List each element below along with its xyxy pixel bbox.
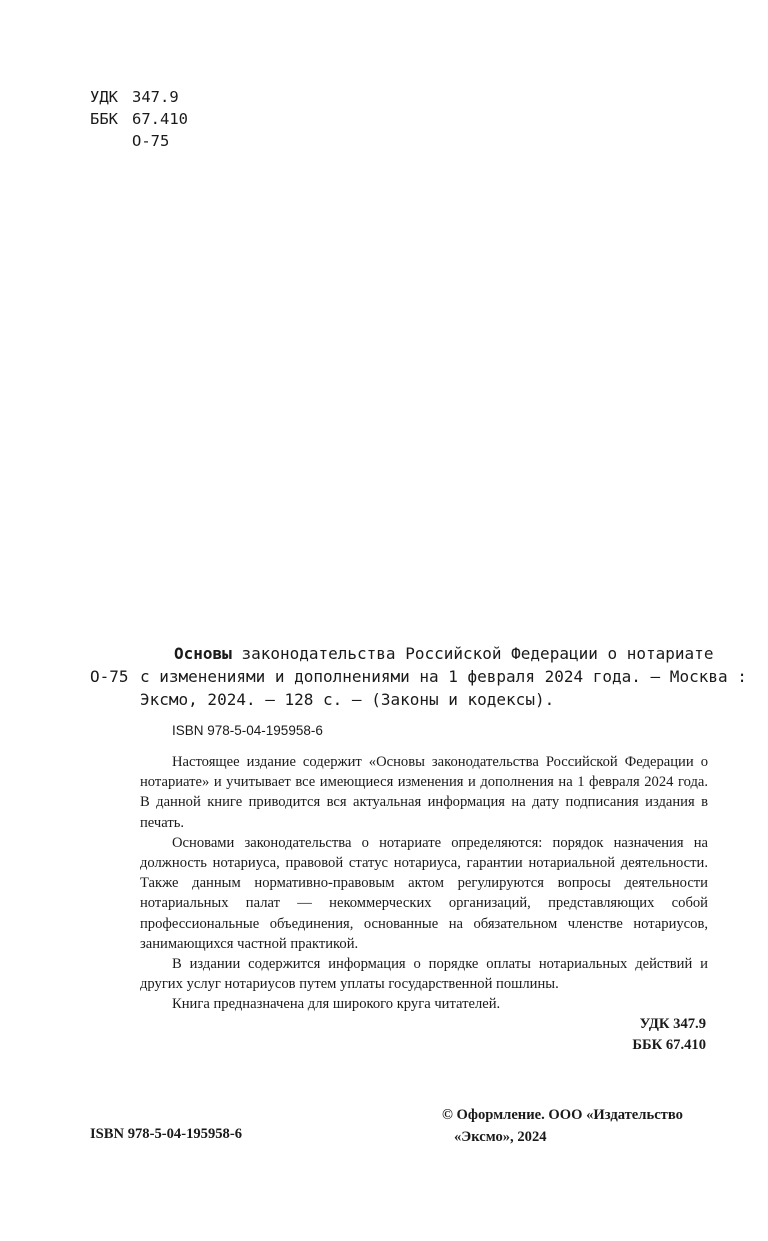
record-line-3-text: Эксмо, 2024. — 128 с. — (Законы и кодексы). <box>140 690 555 709</box>
annotation-paragraph-1: Настоящее издание содержит «Основы законодательства Российской Федерации о нотариате» и учитывает все имеющиеся изменения и дополнения на 1 февраля 2024 года. В данной книге приводится вся актуальная информация на дату подписания издания в печать. <box>140 754 708 831</box>
bibliographic-record <box>90 642 747 711</box>
copyright-notice <box>442 1104 683 1148</box>
author-mark: О-75 <box>132 132 170 150</box>
udk-row <box>90 86 188 108</box>
annotation-paragraph-3: В издании содержится информация о порядке оплаты нотариальных действий и других услуг нотариусов путем уплаты государственной пошлины. <box>140 956 708 993</box>
record-line-2 <box>90 665 747 688</box>
annotation-paragraph-2: Основами законодательства о нотариате определяются: порядок назначения на должность нотариуса, правовой статус нотариуса, гарантии нотариальной деятельности. Также данным нормативно-правовым актом регулируются вопросы деятельности нотариальных палат — некоммерческих организаций, представляющих собой профессиональные объединения, основанные на обязательном членстве нотариусов, занимающихся частной практикой. <box>140 834 708 952</box>
udk-label: УДК <box>90 88 118 106</box>
annotation-paragraph-4: Книга предназначена для широкого круга читателей. <box>172 996 501 1013</box>
record-title-rest: законодательства Российской Федерации о нотариате <box>241 644 714 663</box>
bbk-bold: ББК 67.410 <box>632 1037 706 1053</box>
record-line-1 <box>90 642 714 665</box>
bbk-label: ББК <box>90 110 118 128</box>
annotation <box>140 752 708 1015</box>
udk-bold: УДК 347.9 <box>639 1016 706 1032</box>
record-line-2-text: с изменениями и дополнениями на 1 февраля 2024 года. — Москва : <box>140 667 747 686</box>
record-line-3 <box>90 688 710 711</box>
copyright-line-2: «Эксмо», 2024 <box>454 1129 547 1145</box>
bbk-row <box>90 108 188 130</box>
classification-codes <box>90 86 188 152</box>
record-title-bold: Основы <box>174 644 232 663</box>
udk-value: 347.9 <box>132 88 179 106</box>
record-margin-code: О-75 <box>90 667 129 686</box>
classification-codes-right <box>632 1014 706 1056</box>
footer-isbn: ISBN 978-5-04-195958-6 <box>90 1126 243 1142</box>
author-mark-row <box>90 130 188 152</box>
copyright-line-1: © Оформление. ООО «Издательство <box>442 1107 683 1123</box>
record-isbn: ISBN 978-5-04-195958-6 <box>172 723 323 738</box>
bbk-value: 67.410 <box>132 110 188 128</box>
